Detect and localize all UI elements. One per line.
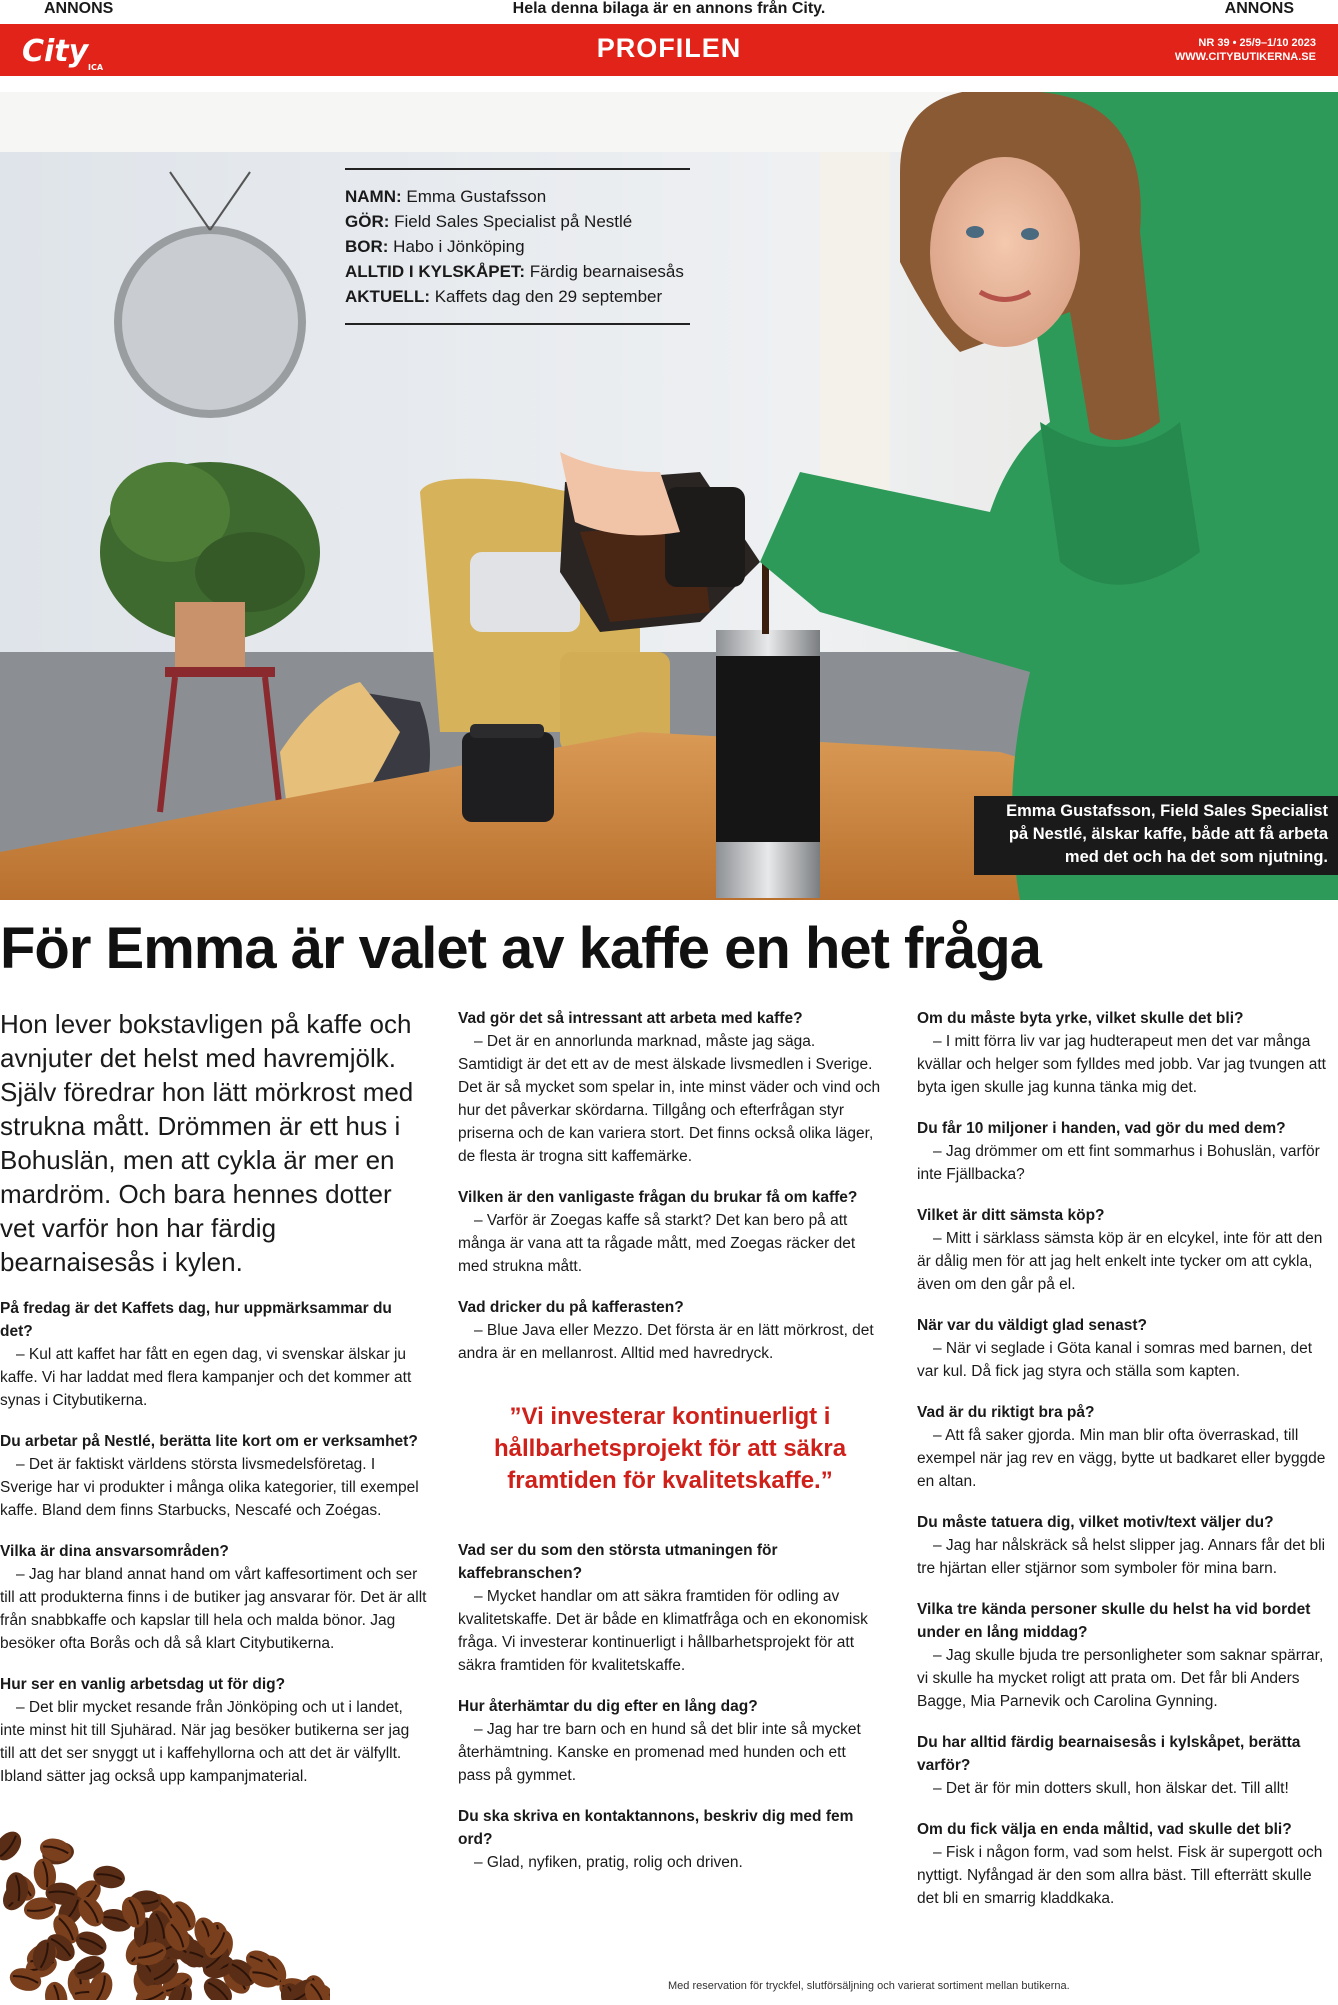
logo-sub: ICA	[88, 63, 104, 72]
column-1	[0, 1007, 428, 1788]
coffee-beans-image	[0, 1795, 330, 2000]
qa-block: Du har alltid färdig bearnaisesås i kylskåpet, berätta varför? – Det är för min dotters skull, hon älskar det. Till allt!	[917, 1734, 1301, 1797]
qa-block: Vad är du riktigt bra på? – Att få saker gjorda. Min man blir ofta överraskad, till exempel när jag rev en vägg, bytte ut badkaret eller byggde en altan.	[917, 1404, 1326, 1490]
fact-home: BOR: Habo i Jönköping	[345, 237, 525, 256]
fact-current: AKTUELL: Kaffets dag den 29 september	[345, 287, 663, 306]
qa-block: När var du väldigt glad senast? – När vi seglade i Göta kanal i somras med barnen, det var kul. Då fick jag styra och ställa som kapten.	[917, 1317, 1313, 1380]
logo-text: City	[22, 34, 89, 69]
ad-notice: Hela denna bilaga är en annons från City.	[512, 0, 826, 17]
column-3	[917, 1007, 1335, 1910]
ad-label-right: ANNONS	[1224, 0, 1294, 17]
travel-mug	[716, 652, 820, 842]
fact-fridge: ALLTID I KYLSKÅPET: Färdig bearnaisesås	[345, 262, 684, 281]
qa-block: Om du måste byta yrke, vilket skulle det bli? – I mitt förra liv var jag hudterapeut men det var många kvällar och helger som fylldes med jobb. Var jag tvungen att byta igen skulle jag kunna tänka mig det.	[917, 1010, 1326, 1096]
qa-block: Hur återhämtar du dig efter en lång dag? – Jag har tre barn och en hund så det blir inte så mycket återhämtning. Kanske en promenad med hunden och ett pass på gymmet.	[458, 1698, 861, 1784]
fact-box	[345, 168, 690, 325]
qa-block: Du får 10 miljoner i handen, vad gör du med dem? – Jag drömmer om ett fint sommarhus i Bohuslän, varför inte Fjällbacka?	[917, 1120, 1320, 1183]
footer-disclaimer: Med reservation för tryckfel, slutförsäljning och varierat sortiment mellan butikerna.	[668, 1980, 1070, 1992]
qa-block: Vilket är ditt sämsta köp? – Mitt i särklass sämsta köp är en elcykel, inte för att den är dålig men för att jag helt enkelt inte tycker om att cykla, även om den går på el.	[917, 1207, 1323, 1293]
qa-block: Du arbetar på Nestlé, berätta lite kort om er verksamhet? – Det är faktiskt världens största livsmedelsföretag. I Sverige har vi produkter i många olika kategorier, till exempel kaffe. Bland dem finns Starbucks, Nescafé och Zoégas.	[0, 1433, 419, 1519]
pull-quote: ”Vi investerar kontinuerligt i hållbarhetsprojekt för att säkra framtiden för kvalitetskaffe.”	[493, 1403, 847, 1494]
qa-block: Om du fick välja en enda måltid, vad skulle det bli? – Fisk i någon form, vad som helst. Fisk är supergott och nyttigt. Nyfångad är den som allra bäst. Till efterrätt skulle det bli en smarrig kladdkaka.	[917, 1821, 1323, 1907]
headline: För Emma är valet av kaffe en het fråga	[0, 916, 1041, 981]
qa-block: Hur ser en vanlig arbetsdag ut för dig? – Det blir mycket resande från Jönköping och ut i landet, inte minst hit till Sjuhärad. När jag besöker butikerna ser jag till att det ser snyggt ut i kaffehyllorna och att det är välfyllt. Ibland sätter jag också upp kampanjmaterial.	[0, 1676, 410, 1785]
coffee-bean	[43, 1980, 70, 2000]
photo-caption: Emma Gustafsson, Field Sales Specialist på Nestlé, älskar kaffe, både att få arbeta med det och ha det som njutning.	[974, 796, 1338, 875]
section-title: PROFILEN	[596, 33, 742, 63]
lead-paragraph: Hon lever bokstavligen på kaffe och avnjuter det helst med havremjölk. Själv föredrar hon lätt mörkrost med strukna mått. Drömmen är ett hus i Bohuslän, men att cykla är mer en mardröm. Och bara hennes dotter vet varför hon har färdig bearnaisesås i kylen.	[0, 1009, 414, 1277]
plant-pot	[175, 602, 245, 672]
coffee-bean	[0, 1827, 27, 1866]
issue-info	[1175, 36, 1316, 64]
cup-lid	[462, 732, 554, 822]
column-2	[458, 1007, 882, 1874]
header-bar	[0, 24, 1338, 76]
qa-block: Du ska skriva en kontaktannons, beskriv dig med fem ord? – Glad, nyfiken, pratig, rolig och driven.	[458, 1808, 854, 1871]
fact-job: GÖR: Field Sales Specialist på Nestlé	[345, 212, 633, 231]
qa-block: Vad gör det så intressant att arbeta med kaffe? – Det är en annorlunda marknad, måste jag säga. Samtidigt är det ett av de mest älskade livsmedlen i Sverige. Det är så mycket som spelar in, inte minst väder och vind och hur det påverkar skördarna. Tillgång och efterfrågan styr priserna och de kan variera stort. Det finns också olika läger, de flesta är trogna sitt kaffemärke.	[458, 1010, 881, 1165]
face	[930, 157, 1080, 347]
qa-block: Du måste tatuera dig, vilket motiv/text väljer du? – Jag har nålskräck så helst slipper jag. Annars får det bli tre hjärtan eller stjärnor som symboler för mina barn.	[917, 1514, 1326, 1577]
top-strip	[0, 0, 1338, 18]
ad-label-left: ANNONS	[44, 0, 114, 17]
qa-block: Vad ser du som den största utmaningen för kaffebranschen? – Mycket handlar om att säkra framtiden för odling av kvalitetskaffe. Det är både en klimatfråga och en ekonomisk fråga. Vi investerar kontinuerligt i hållbarhetsprojekt för att säkra framtiden för kvalitetskaffe.	[458, 1542, 868, 1674]
qa-block: På fredag är det Kaffets dag, hur uppmärksammar du det? – Kul att kaffet har fått en egen dag, vi svenskar älskar ju kaffe. Vi har laddat med flera kampanjer och det kommer att synas i Citybutikerna.	[0, 1300, 412, 1409]
qa-block: Vilka tre kända personer skulle du helst ha vid bordet under en lång middag? – Jag skulle bjuda tre personligheter som saknar spärrar, vi skulle ha mycket roligt att prata om. Det får bli Anders Bagge, Mia Parnevik och Carolina Gynning.	[917, 1601, 1324, 1710]
round-mirror	[118, 230, 302, 414]
website: WWW.CITYBUTIKERNA.SE	[1174, 51, 1316, 63]
coffee-stream	[762, 562, 769, 634]
qa-block: Vilka är dina ansvarsområden? – Jag har bland annat hand om vårt kaffesortiment och ser till att produkterna finns i de butiker jag ansvarar för. Det är allt från snabbkaffe och kapslar till hela och malda bönor. Jag besöker ofta Borås och då så klart Citybutikerna.	[0, 1543, 427, 1652]
qa-block: Vilken är den vanligaste frågan du brukar få om kaffe? – Varför är Zoegas kaffe så starkt? Det kan bero på att många är vana att ta rågade mått, med Zoegas räcker det med strukna mått.	[458, 1189, 858, 1275]
qa-block: Vad dricker du på kafferasten? – Blue Java eller Mezzo. Det första är en lätt mörkrost, det andra är en mellanrost. Alltid med havredryck.	[458, 1299, 874, 1362]
fact-name: NAMN: Emma Gustafsson	[345, 187, 547, 206]
issue-number: NR 39 • 25/9–1/10 2023	[1198, 37, 1316, 49]
